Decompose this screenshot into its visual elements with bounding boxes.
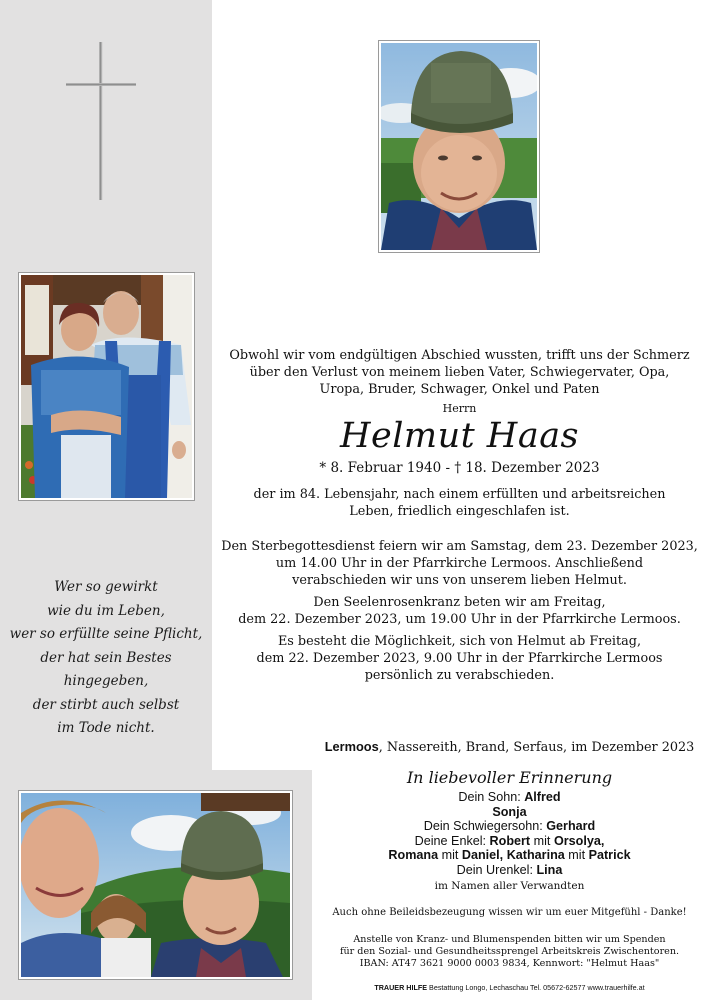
rosary-line: dem 22. Dezember 2023, um 19.00 Uhr in der Pfarrkirche Lermoos. (238, 612, 681, 627)
life-line: Leben, friedlich eingeschlafen ist. (349, 504, 570, 519)
son-in-law-name: Gerhard (546, 819, 596, 834)
funeral-service-text (212, 538, 707, 589)
service-line: um 14.00 Uhr in der Pfarrkirche Lermoos. Anschließend (275, 556, 644, 571)
footer-details: Bestattung Longo, Lechaschau Tel. 05672-62577 www.trauerhilfe.at (427, 983, 645, 992)
donation-line: für den Sozial- und Gesundheitssprengel Arbeitskreis Zwischentoren. (339, 946, 680, 958)
donation-text (312, 934, 707, 971)
places-first: Lermoos (324, 739, 379, 754)
portrait-photo (378, 40, 540, 253)
son-in-law-label: Dein Schwiegersohn: (423, 819, 547, 834)
intro-line: über den Verlust von meinem lieben Vater, Schwiegervater, Opa, (249, 365, 670, 380)
poem-line: der stirbt auch selbst (32, 696, 180, 713)
son-label: Dein Sohn: (458, 790, 525, 804)
grandchild-name: Romana (388, 848, 439, 863)
son-partner-name: Sonja (492, 804, 527, 819)
poem-line: Wer so gewirkt (54, 579, 158, 595)
farewell-line: persönlich zu verabschieden. (364, 668, 555, 683)
life-line: der im 84. Lebensjahr, nach einem erfüllten und arbeitsreichen (253, 487, 666, 502)
donation-line: IBAN: AT47 3621 9000 0003 9834, Kennwort: "Helmut Haas" (359, 958, 660, 970)
cross-icon (66, 42, 136, 200)
selfie-photo (18, 790, 293, 980)
service-line: Den Sterbegottesdienst feiern wir am Samstag, dem 23. Dezember 2023, (221, 539, 698, 554)
rosary-line: Den Seelenrosenkranz beten wir am Freitag, (313, 595, 606, 610)
grandchildren-label: Deine Enkel: (414, 833, 490, 848)
grandchild-name: Katharina (506, 848, 565, 863)
relatives-line: im Namen aller Verwandten (434, 879, 585, 892)
great-grandchild-label: Dein Urenkel: (456, 862, 537, 877)
memory-title: In liebevoller Erinnerung (406, 768, 613, 787)
mourners-list (312, 790, 707, 894)
grandchild-name: Robert (489, 833, 531, 848)
intro-line: Obwohl wir vom endgültigen Abschied wussten, trifft uns der Schmerz (229, 348, 690, 363)
farewell-text (212, 633, 707, 684)
farewell-line: dem 22. Dezember 2023, 9.00 Uhr in der Pfarrkirche Lermoos (256, 651, 663, 666)
son-in-law-line (312, 819, 707, 834)
deceased-name: Helmut Haas (339, 416, 580, 456)
great-grandchild-line (312, 863, 707, 878)
son-line (312, 790, 707, 805)
great-grandchild-name: Lina (536, 862, 563, 877)
grandchildren-line-2 (312, 848, 707, 863)
son-name: Alfred (524, 790, 561, 804)
poem-line: der hat sein Bestes hingegeben, (40, 649, 172, 689)
poem-line: wie du im Leben, (47, 602, 165, 619)
footer-brand: TRAUER HILFE (374, 983, 428, 992)
footer (312, 983, 707, 993)
with-word: mit (564, 848, 589, 863)
intro-text (212, 347, 707, 398)
intro-line: Uropa, Bruder, Schwager, Onkel und Paten (319, 382, 600, 397)
poem (0, 576, 212, 741)
grandchild-partner-name: Daniel, (461, 848, 504, 863)
thanks-text: Auch ohne Beileidsbezeugung wissen wir um euer Mitgefühl - Danke! (332, 907, 687, 918)
with-word: mit (530, 833, 554, 848)
salutation: Herrn (442, 402, 477, 415)
places-rest: , Nassereith, Brand, Serfaus, im Dezember 2023 (378, 740, 695, 755)
service-line: verabschieden wir uns von unserem lieben Helmut. (292, 573, 627, 588)
poem-line: im Tode nicht. (57, 720, 155, 736)
couple-photo (18, 272, 195, 501)
with-word: mit (438, 848, 462, 863)
donation-line: Anstelle von Kranz- und Blumenspenden bitten wir um Spenden (353, 934, 666, 945)
places-line (312, 738, 707, 756)
life-dates: * 8. Februar 1940 - † 18. Dezember 2023 (319, 460, 600, 476)
rosary-text (212, 594, 707, 628)
grandchild-partner-name: Orsolya, (553, 833, 605, 848)
grandchild-partner-name: Patrick (588, 848, 631, 863)
life-text (212, 486, 707, 520)
farewell-line: Es besteht die Möglichkeit, sich von Helmut ab Freitag, (277, 634, 642, 649)
grandchildren-line-1 (312, 834, 707, 849)
poem-line: wer so erfüllte seine Pflicht, (9, 626, 203, 642)
